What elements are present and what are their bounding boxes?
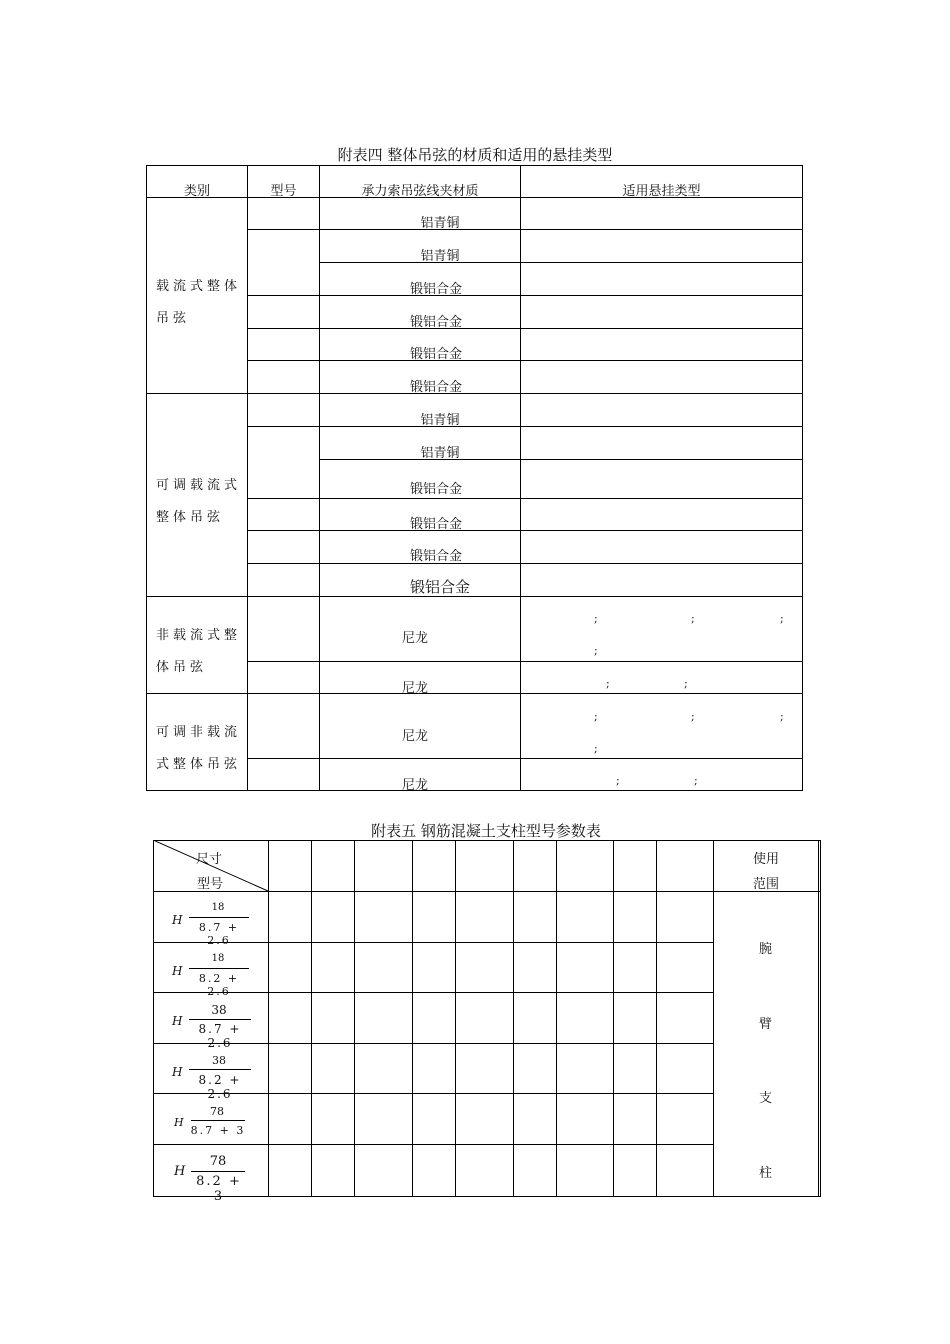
material-cell: 锻铝合金 [409, 380, 462, 395]
semicolon: ; [606, 677, 610, 690]
model-label: H 78 8.2 + 3 [174, 1155, 264, 1191]
usage-char: 支 [759, 1091, 773, 1106]
semicolon: ; [780, 612, 784, 625]
usage-header: 使用 [753, 852, 780, 867]
usage-char: 柱 [759, 1166, 773, 1181]
semicolon: ; [616, 774, 620, 787]
material-cell: 铝青铜 [420, 216, 460, 231]
table4-title: 附表四 整体吊弦的材质和适用的悬挂类型 [337, 146, 613, 164]
semicolon: ; [780, 710, 784, 723]
usage-header: 范围 [753, 877, 780, 892]
semicolon: ; [691, 612, 695, 625]
header-category: 类别 [183, 184, 210, 199]
material-cell: 锻铝合金 [409, 482, 462, 497]
semicolon: ; [594, 710, 598, 723]
model-label: H 38 8.7 + 2.6 [172, 1003, 262, 1039]
semicolon: ; [594, 644, 598, 657]
header-suspension-type: 适用悬挂类型 [622, 184, 701, 199]
header-model: 型号 [270, 184, 297, 199]
usage-char: 腕 [759, 942, 773, 957]
semicolon: ; [684, 677, 688, 690]
category-adjustable-current-carrying: 可调载流式整体吊弦 [156, 478, 242, 525]
corner-header-size: 尺寸 [196, 852, 223, 867]
model-label: H 18 8.7 + 2.6 [172, 903, 262, 939]
semicolon: ; [691, 710, 695, 723]
category-adjustable-non-current-carrying: 可调非载流式整体吊弦 [156, 725, 242, 772]
material-cell: 铝青铜 [420, 249, 460, 264]
material-cell: 锻铝合金 [409, 282, 462, 297]
material-cell: 尼龙 [401, 778, 428, 793]
model-label: H 78 8.7 + 3 [174, 1105, 246, 1137]
header-clamp-material: 承力索吊弦线夹材质 [361, 184, 479, 199]
material-cell: 尼龙 [401, 729, 428, 744]
material-cell: 铝青铜 [420, 446, 460, 461]
usage-char: 臂 [759, 1017, 773, 1032]
material-cell: 铝青铜 [420, 413, 460, 428]
material-cell: 尼龙 [401, 631, 428, 646]
semicolon: ; [694, 774, 698, 787]
material-cell: 锻铝合金 [409, 315, 462, 330]
material-cell: 锻铝合金 [409, 549, 462, 564]
semicolon: ; [594, 612, 598, 625]
material-cell: 锻铝合金 [409, 347, 462, 362]
model-label: H 38 8.2 + 2.6 [172, 1055, 262, 1091]
material-cell: 尼龙 [401, 681, 428, 696]
material-cell: 锻铝合金 [409, 578, 470, 596]
category-current-carrying: 载流式整体吊弦 [156, 279, 242, 326]
category-non-current-carrying: 非载流式整体吊弦 [156, 628, 242, 675]
table5-title: 附表五 钢筋混凝土支柱型号参数表 [371, 822, 601, 840]
corner-header-model: 型号 [197, 877, 224, 892]
semicolon: ; [594, 742, 598, 755]
model-label: H 18 8.2 + 2.6 [172, 954, 262, 990]
material-cell: 锻铝合金 [409, 517, 462, 532]
